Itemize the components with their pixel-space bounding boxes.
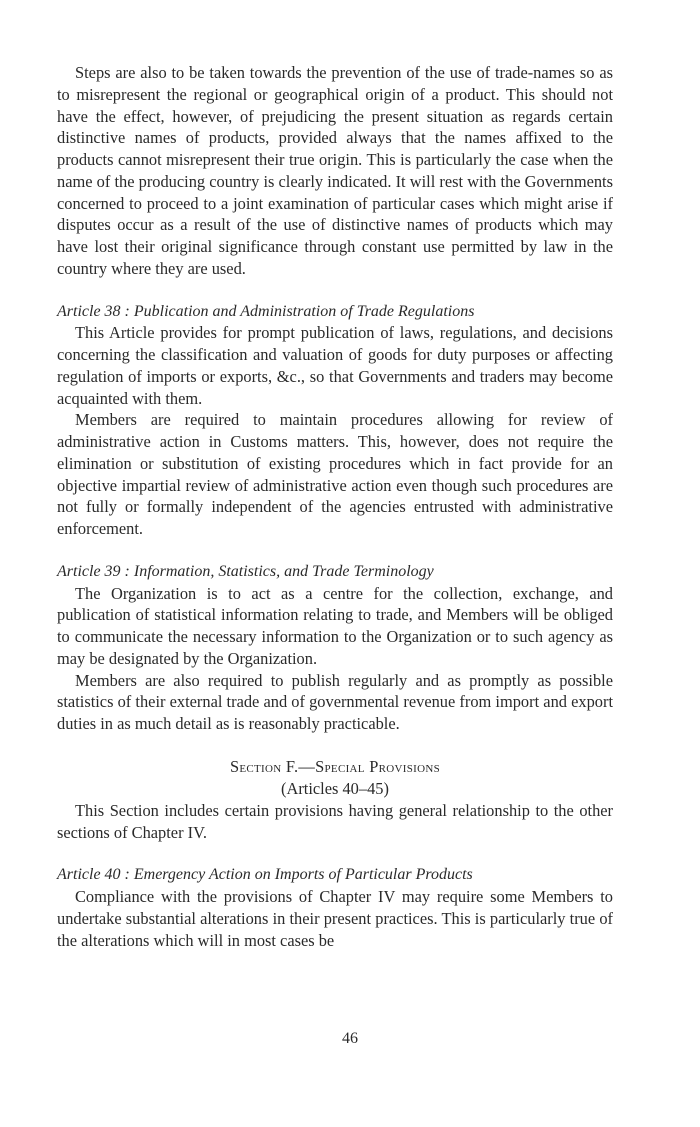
article-40-paragraph: Compliance with the provisions of Chapter IV may require some Members to undertake substantial alterations in their present practices. This is particularly true of the alterations which will in most cases be	[57, 887, 613, 950]
article-39-paragraph-2: Members are also required to publish regularly and as promptly as possible statistics of their external trade and of governmental revenue from import and export duties in as much detail as is reasonably practicable.	[57, 670, 613, 733]
article-38-paragraph-2: Members are required to maintain procedures allowing for review of administrative action in Customs matters. This, however, does not require the elimination or substitution of existing procedures which in fact provide for an objective impartial review of administrative action even though such procedures are not fully or formally independent of the agencies entrusted with administrative enforcement.	[57, 410, 613, 538]
article-40-heading: Article 40 : Emergency Action on Imports of Particular Products	[57, 866, 473, 884]
section-f-subtitle: (Articles 40–45)	[281, 778, 389, 798]
article-39-heading: Article 39 : Information, Statistics, and Trade Terminology	[57, 562, 434, 580]
page-body	[57, 62, 613, 951]
article-38-heading: Article 38 : Publication and Administration of Trade Regulations	[57, 302, 475, 320]
article-39-paragraph-1: The Organization is to act as a centre for the collection, exchange, and publication of statistical information relating to trade, and Members will be obliged to communicate the necessary information to the Organization or to such agency as may be designated by the Organization.	[57, 583, 613, 668]
page-number: 46	[342, 1030, 358, 1047]
section-f-title: Section F.—Special Provisions	[229, 756, 441, 776]
section-f-paragraph: This Section includes certain provisions having general relationship to the other sections of Chapter IV.	[57, 800, 613, 842]
intro-paragraph: Steps are also to be taken towards the prevention of the use of trade-names so as to misrepresent the regional or geographical origin of a product. This should not have the effect, however, of prejudicing the present situation as regards certain distinctive names of products, provided always that the names affixed to the products cannot misrepresent their true origin. This is particularly the case when the name of the producing country is clearly indicated. It will rest with the Governments concerned to proceed to a joint examination of particular cases which might arise if disputes occur as a result of the use of distinctive names of products which may have lost their original significance through constant use permitted by law in the country where they are used.	[57, 63, 613, 278]
article-38-paragraph-1: This Article provides for prompt publication of laws, regulations, and decisions concerning the classification and valuation of goods for duty purposes or affecting regulation of imports or exports, &c., so that Governments and traders may become acquainted with them.	[57, 323, 613, 408]
